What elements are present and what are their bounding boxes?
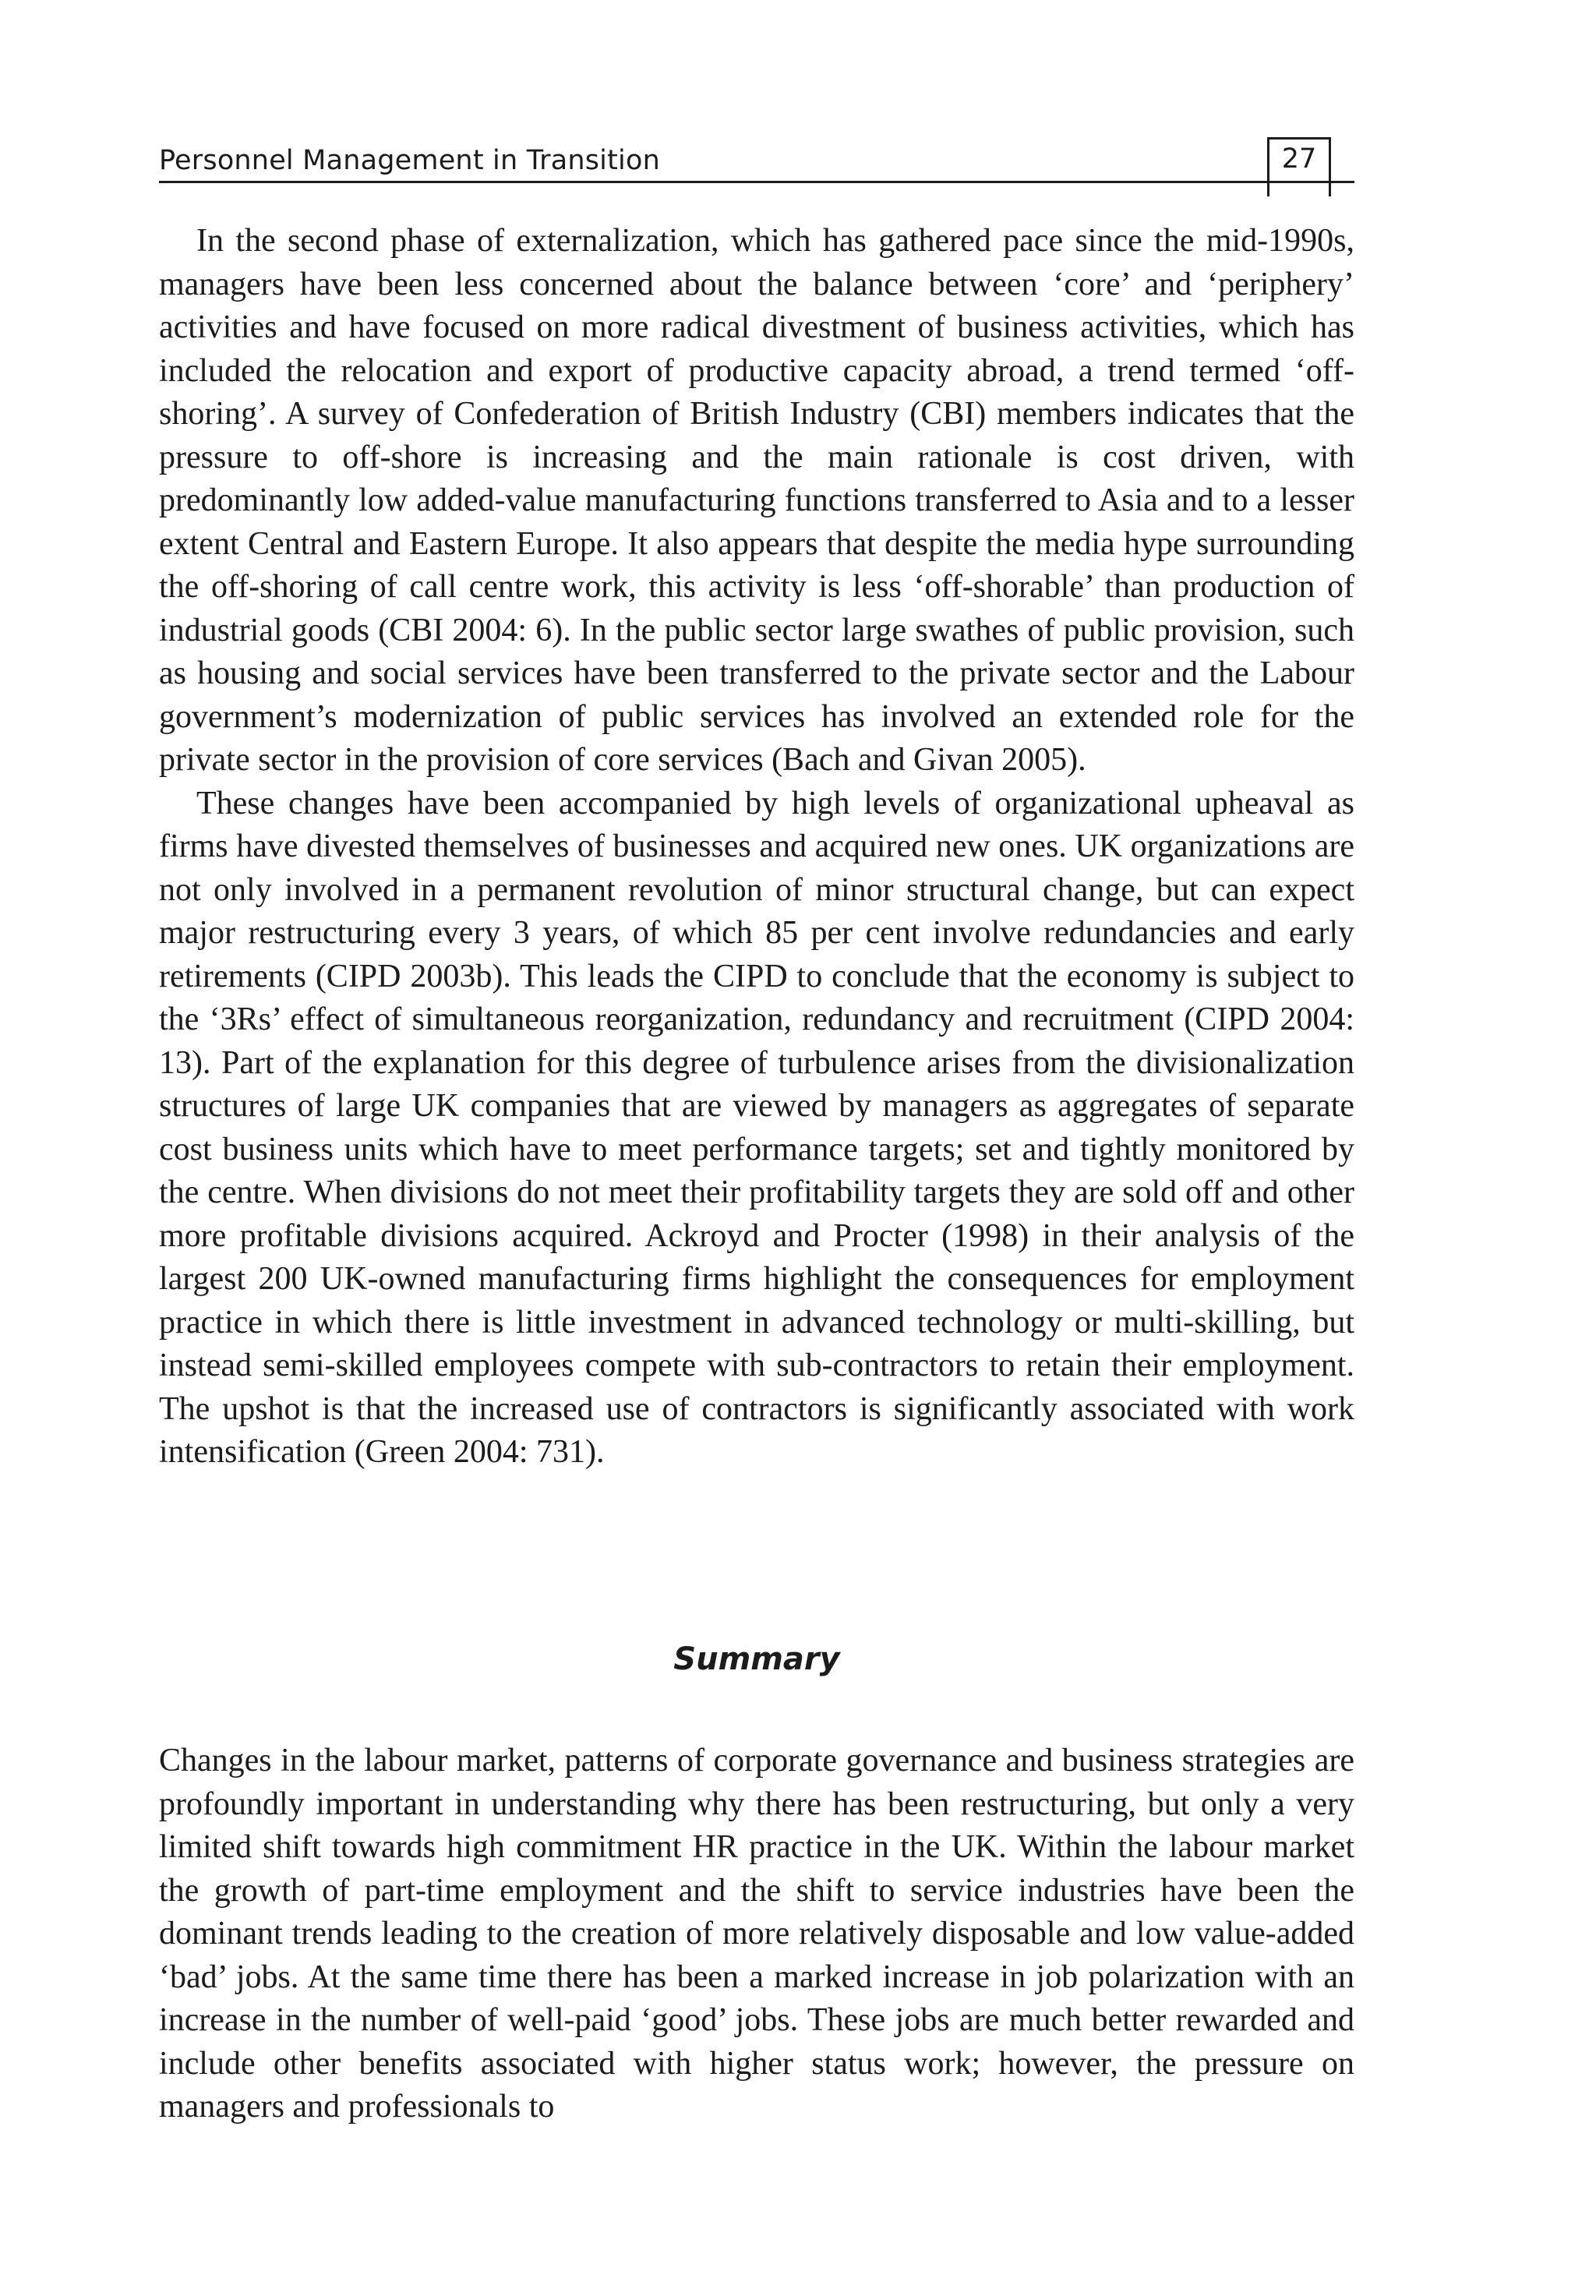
body-paragraph-1: In the second phase of externalization, which has gathered pace since the mid-1990s, managers have been less concerned about the balance between ‘core’ and ‘periphery’ activities and have focused on more radical divestment of business activities, which has included the relocation and export of productive capacity abroad, a trend termed ‘off-shoring’. A survey of Confederation of British Industry (CBI) members indicates that the pressure to off-shore is increasing and the main rationale is cost driven, with predominantly low added-value manufacturing functions transferred to Asia and to a lesser extent Central and Eastern Europe. It also appears that despite the media hype surrounding the off-shoring of call centre work, this activity is less ‘off-shorable’ than production of industrial goods (CBI 2004: 6). In the public sector large swathes of public provision, such as housing and social services have been transferred to the private sector and the Labour government’s modernization of public services has involved an extended role for the private sector in the provision of core services (Bach and Givan 2005). — [159, 223, 1354, 778]
summary-heading: Summary — [673, 1641, 840, 1677]
page-number: 27 — [1281, 143, 1317, 175]
body-section — [159, 220, 1354, 1475]
header-rule — [159, 181, 1354, 183]
running-title: Personnel Management in Transition — [159, 145, 660, 176]
body-paragraph-2: These changes have been accompanied by high levels of organizational upheaval as firms have divested themselves of businesses and acquired new ones. UK organizations are not only involved in a permanent revolution of minor structural change, but can expect major restructuring every 3 years, of which 85 per cent involve redundancies and early retirements (CIPD 2003b). This leads the CIPD to conclude that the economy is subject to the ‘3Rs’ effect of simultaneous reorganization, redundancy and recruitment (CIPD 2004: 13). Part of the explanation for this degree of turbulence arises from the divisionalization structures of large UK companies that are viewed by managers as aggregates of separate cost business units which have to meet performance targets; set and tightly monitored by the centre. When divisions do not meet their profitability targets they are sold off and other more profitable divisions acquired. Ackroyd and Procter (1998) in their analysis of the largest 200 UK-owned manufacturing firms highlight the consequences for employment practice in which there is little investment in advanced technology or multi-skilling, but instead semi-skilled employees compete with sub-contractors to retain their employment. The upshot is that the increased use of contractors is significantly associated with work intensification (Green 2004: 731). — [159, 785, 1354, 1470]
summary-paragraph-1: Changes in the labour market, patterns of corporate governance and business strategies are profoundly important in understanding why there has been restructuring, but only a very limited shift towards high commitment HR practice in the UK. Within the labour market the growth of part-time employment and the shift to service industries have been the dominant trends leading to the creation of more relatively disposable and low value-added ‘bad’ jobs. At the same time there has been a marked increase in job polarization with an increase in the number of well-paid ‘good’ jobs. These jobs are much better rewarded and include other benefits associated with higher status work; however, the pressure on managers and professionals to — [159, 1743, 1354, 2125]
page-number-box — [1267, 137, 1331, 196]
summary-section — [159, 1740, 1354, 2129]
running-header — [159, 137, 1354, 184]
